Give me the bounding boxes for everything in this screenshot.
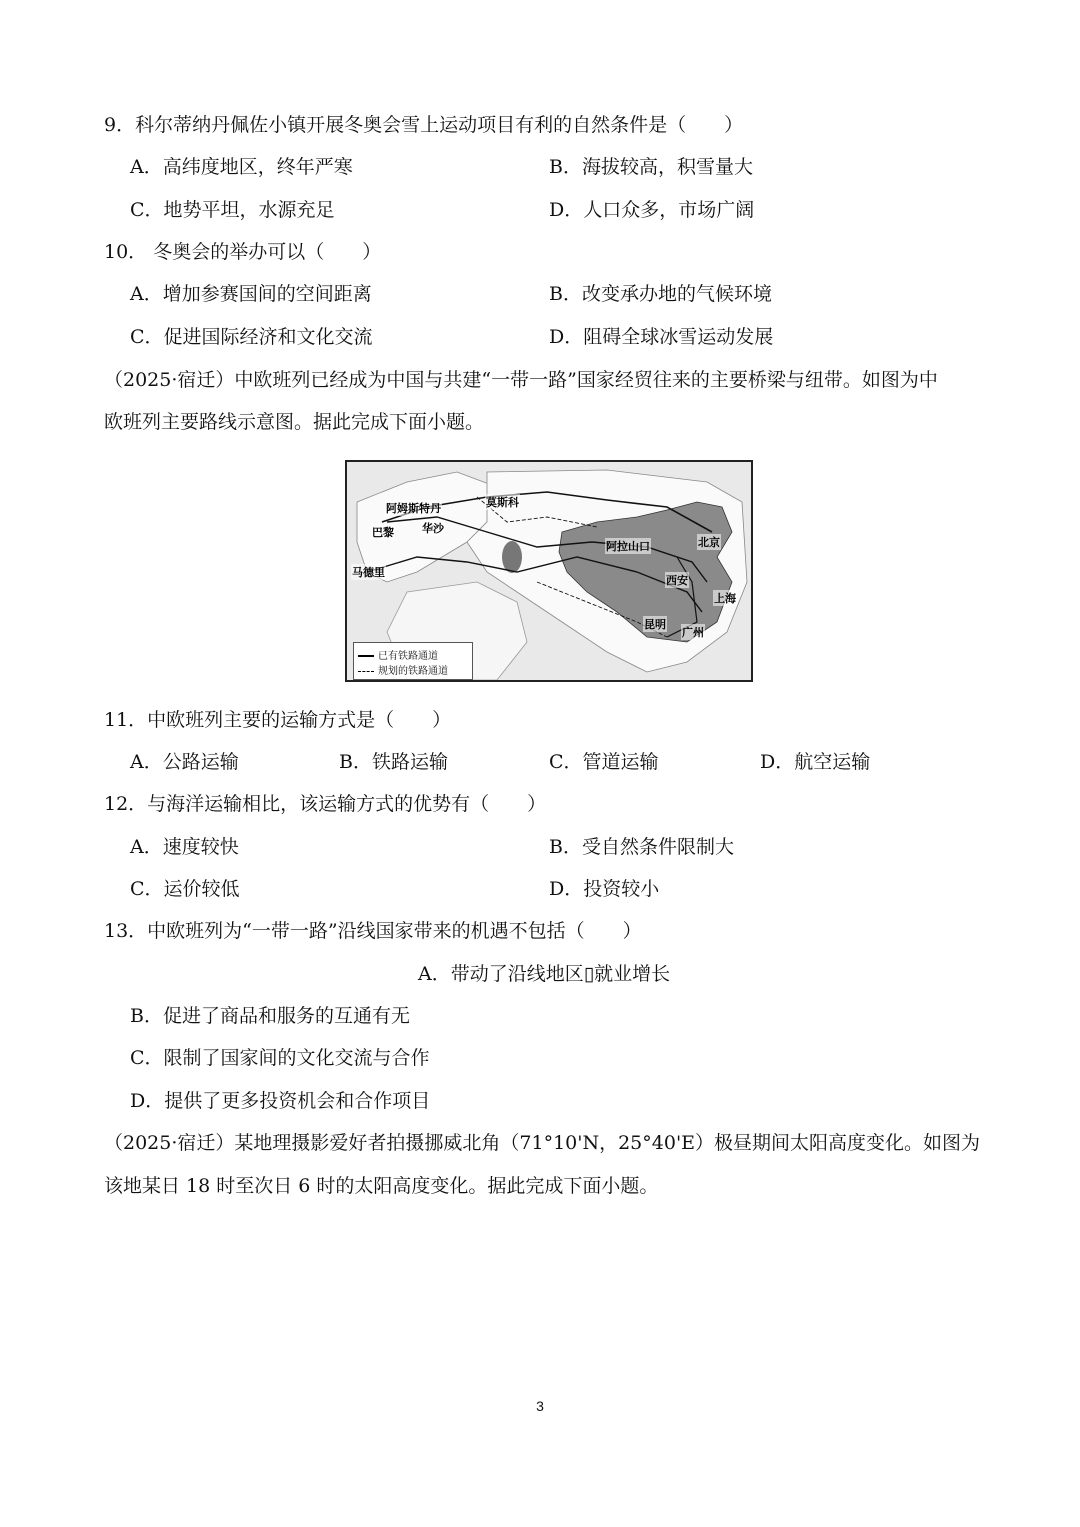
- intro-paragraph-2-line-2: 该地某日 18 时至次日 6 时的太阳高度变化。据此完成下面小题。: [104, 1175, 659, 1197]
- question-10-option-a: A．增加参赛国间的空间距离: [130, 283, 372, 305]
- map-label-beijing: 北京: [698, 536, 720, 549]
- legend-planned-label: 规划的铁路通道: [378, 666, 448, 677]
- map-label-shanghai: 上海: [714, 592, 736, 605]
- page-number: 3: [536, 1398, 544, 1414]
- question-12-option-b: B．受自然条件限制大: [549, 836, 734, 858]
- question-11-stem: 11．中欧班列主要的运输方式是（ ）: [104, 709, 452, 731]
- question-10-option-d: D．阻碍全球冰雪运动发展: [549, 326, 774, 348]
- legend-planned-row: [358, 662, 448, 677]
- legend-planned-swatch: [358, 671, 374, 672]
- map-label-warsaw: 华沙: [422, 522, 444, 535]
- question-9-option-d: D．人口众多，市场广阔: [549, 199, 755, 221]
- question-11-option-a: A．公路运输: [130, 751, 239, 773]
- question-9-option-b: B．海拔较高，积雪量大: [549, 156, 753, 178]
- question-10-option-b: B．改变承办地的气候环境: [549, 283, 772, 305]
- intro-paragraph-1-line-2: 欧班列主要路线示意图。据此完成下面小题。: [104, 411, 485, 433]
- question-13-option-a: A．带动了沿线地区▯就业增长: [418, 963, 671, 985]
- question-12-option-c: C．运价较低: [130, 878, 240, 900]
- legend-existing-swatch: [358, 655, 374, 657]
- question-9-stem: 9．科尔蒂纳丹佩佐小镇开展冬奥会雪上运动项目有利的自然条件是（ ）: [104, 114, 744, 136]
- question-11-option-c: C．管道运输: [549, 751, 659, 773]
- map-legend: [353, 642, 473, 680]
- question-13-option-c: C．限制了国家间的文化交流与合作: [130, 1047, 430, 1069]
- question-13-option-b: B．促进了商品和服务的互通有无: [130, 1005, 410, 1027]
- question-10-stem: 10． 冬奥会的举办可以（ ）: [104, 241, 382, 263]
- intro-paragraph-1-line-1: （2025·宿迁）中欧班列已经成为中国与共建“一带一路”国家经贸往来的主要桥梁与纽带。如图为中: [104, 369, 938, 391]
- map-label-kunming: 昆明: [644, 618, 666, 631]
- map-label-xian: 西安: [666, 574, 688, 587]
- map-label-moscow: 莫斯科: [486, 496, 519, 509]
- question-13-stem: 13．中欧班列为“一带一路”沿线国家带来的机遇不包括（ ）: [104, 920, 642, 942]
- map-label-amsterdam: 阿姆斯特丹: [386, 502, 441, 515]
- legend-existing-row: [358, 647, 438, 662]
- map-label-alashankou: 阿拉山口: [606, 540, 650, 553]
- map-label-madrid: 马德里: [352, 566, 385, 579]
- question-12-stem: 12．与海洋运输相比，该运输方式的优势有（ ）: [104, 793, 547, 815]
- question-11-option-b: B．铁路运输: [339, 751, 448, 773]
- map-label-paris: 巴黎: [372, 526, 394, 539]
- question-11-option-d: D．航空运输: [760, 751, 871, 773]
- intro-paragraph-2-line-1: （2025·宿迁）某地理摄影爱好者拍摄挪威北角（71°10'N，25°40'E）极昼期间太阳高度变化。如图为: [104, 1132, 981, 1154]
- map-label-guangzhou: 广州: [682, 626, 704, 639]
- question-12-option-d: D．投资较小: [549, 878, 660, 900]
- china-europe-railway-map: [345, 460, 753, 682]
- question-10-option-c: C．促进国际经济和文化交流: [130, 326, 373, 348]
- question-13-option-d: D．提供了更多投资机会和合作项目: [130, 1090, 431, 1112]
- legend-existing-label: 已有铁路通道: [378, 651, 438, 662]
- question-12-option-a: A．速度较快: [130, 836, 239, 858]
- question-9-option-c: C．地势平坦，水源充足: [130, 199, 335, 221]
- question-9-option-a: A．高纬度地区，终年严寒: [130, 156, 353, 178]
